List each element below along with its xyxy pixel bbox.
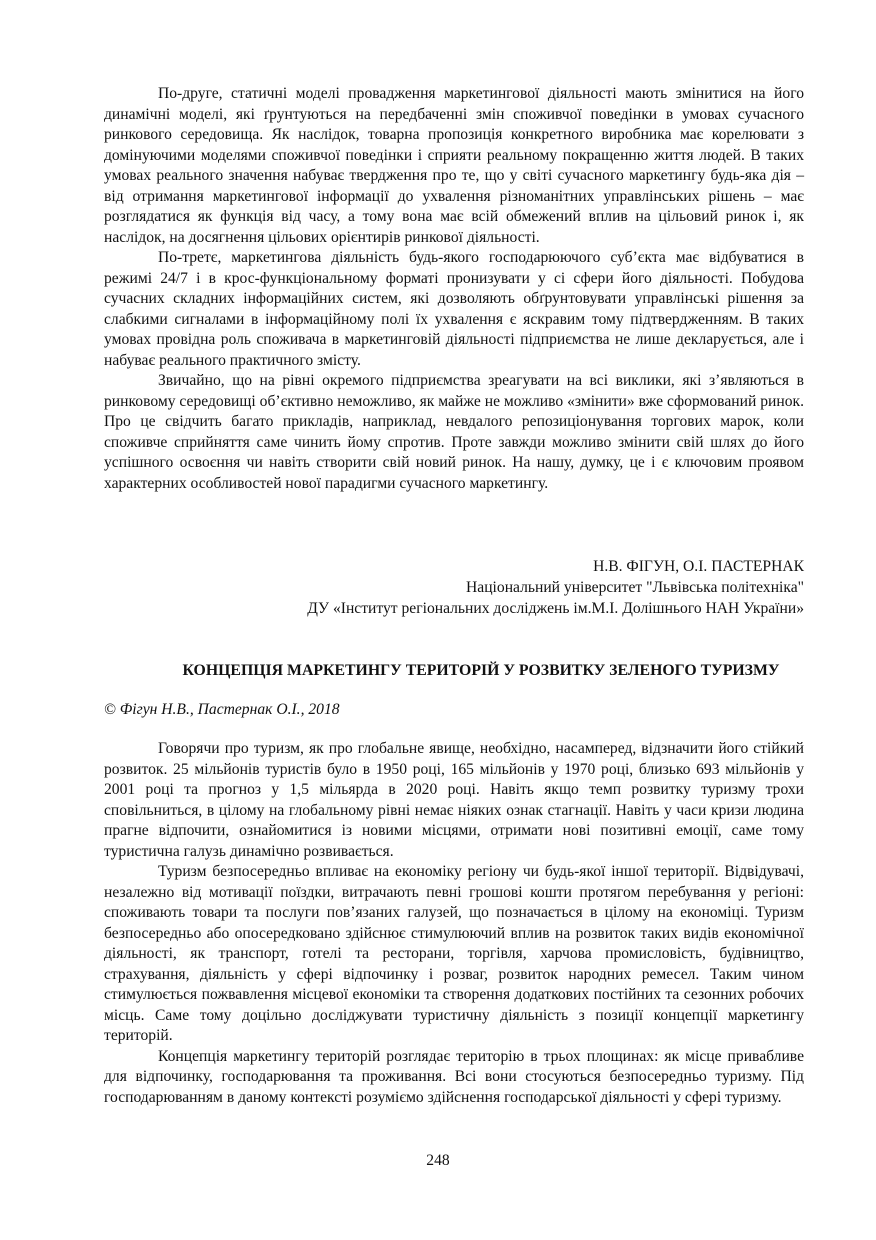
paragraph: По-друге, статичні моделі провадження маркетингової діяльності мають змінитися на його динамічні моделі, які ґрунтуються на передбаченні змін споживчої поведінки в умовах сучасного ринкового середовища. Як наслідок, товарна пропозиція конкретного виробника має корелювати з домінуючими моделями споживчої поведінки і сприяти реальному покращенню життя людей. В таких умовах реального значення набуває твердження про те, що у світі сучасного маркетингу будь-яка дія – від отримання маркетингової інформації до ухвалення різноманітних управлінських рішень – має розглядатися як функція від часу, а тому вона має всій обмежений вплив на цільовий ринок і, як наслідок, на досягнення цільових орієнтирів ринкової діяльності. bbox=[104, 85, 804, 246]
affiliation: ДУ «Інститут регіональних досліджень ім.М.І. Долішнього НАН України» bbox=[307, 600, 804, 617]
copyright-line: © Фігун Н.В., Пастернак О.І., 2018 bbox=[104, 701, 340, 718]
paragraph: Звичайно, що на рівні окремого підприємства зреагувати на всі виклики, які з’являються в ринковому середовищі об’єктивно неможливо, як майже не можливо «змінити» вже сформований ринок. Про це свідчить багато прикладів, наприклад, невдалого репозиціонування торгових марок, коли споживче сприйняття саме чинить йому спротив. Проте завжди можливо змінити свій шлях до його успішного освоєння чи навіть створити свій новий ринок. На нашу, думку, це і є ключовим проявом характерних особливостей нової парадигми сучасного маркетингу. bbox=[104, 372, 804, 492]
author-names: Н.В. ФІГУН, О.І. ПАСТЕРНАК bbox=[593, 558, 804, 575]
paragraph: Концепція маркетингу територій розглядає територію в трьох площинах: як місце привабливе для відпочинку, господарювання та проживання. Всі вони стосуються безпосередньо туризму. Під господарюванням в даному контексті розуміємо здійснення господарської діяльності у сфері туризму. bbox=[104, 1047, 804, 1106]
page-number: 248 bbox=[426, 1152, 450, 1169]
author-block bbox=[104, 556, 804, 619]
paragraph: Говорячи про туризм, як про глобальне явище, необхідно, насамперед, відзначити його стійкий розвиток. 25 мільйонів туристів було в 1950 році, 165 мільйонів у 1970 році, близько 693 мільйонів у 2001 році та прогноз у 1,5 мільярда в 2020 році. Навіть якщо темп розвитку туризму трохи сповільниться, в цілому на глобальному рівні немає ніяких ознак стагнації. Навіть у часи кризи людина прагне відпочити, ознайомитися із новими місцями, отримати нові позитивні емоції, саме тому туристична галузь динамічно розвивається. bbox=[104, 740, 804, 860]
document-page bbox=[104, 84, 804, 1108]
paragraph: По-третє, маркетингова діяльність будь-якого господарюючого суб’єкта має відбуватися в режимі 24/7 і в крос-функціональному форматі пронизувати у сі сфери його діяльності. Побудова сучасних складних інформаційних систем, які дозволяють обґрунтовувати управлінські рішення за слабкими сигналами в інформаційному полі їх ухвалення є яскравим тому підтвердженням. В таких умовах провідна роль споживача в маркетинговій діяльності підприємства не лише декларується, але і набуває реального практичного змісту. bbox=[104, 249, 804, 369]
paragraph: Туризм безпосередньо впливає на економіку регіону чи будь-якої іншої території. Відвідувачі, незалежно від мотивації поїздки, витрачають певні грошові кошти протягом перебування у регіоні: споживають товари та послуги пов’язаних галузей, що позначається в цілому на економіці. Туризм безпосередньо або опосередковано здійснює стимулюючий вплив на розвиток таких видів економічної діяльності, як транспорт, готелі та ресторани, торгівля, харчова промисловість, будівництво, страхування, діяльність у сфері відпочинку і розваг, розвиток народних ремесел. Таким чином стимулюється пожвавлення місцевої економіки та створення додаткових постійних та сезонних робочих місць. Саме тому доцільно досліджувати туристичну діяльність з позиції концепції маркетингу територій. bbox=[104, 863, 804, 1044]
article-title: КОНЦЕПЦІЯ МАРКЕТИНГУ ТЕРИТОРІЙ У РОЗВИТКУ ЗЕЛЕНОГО ТУРИЗМУ bbox=[182, 662, 780, 679]
affiliation: Національний університет "Львівська політехніка" bbox=[466, 579, 804, 596]
